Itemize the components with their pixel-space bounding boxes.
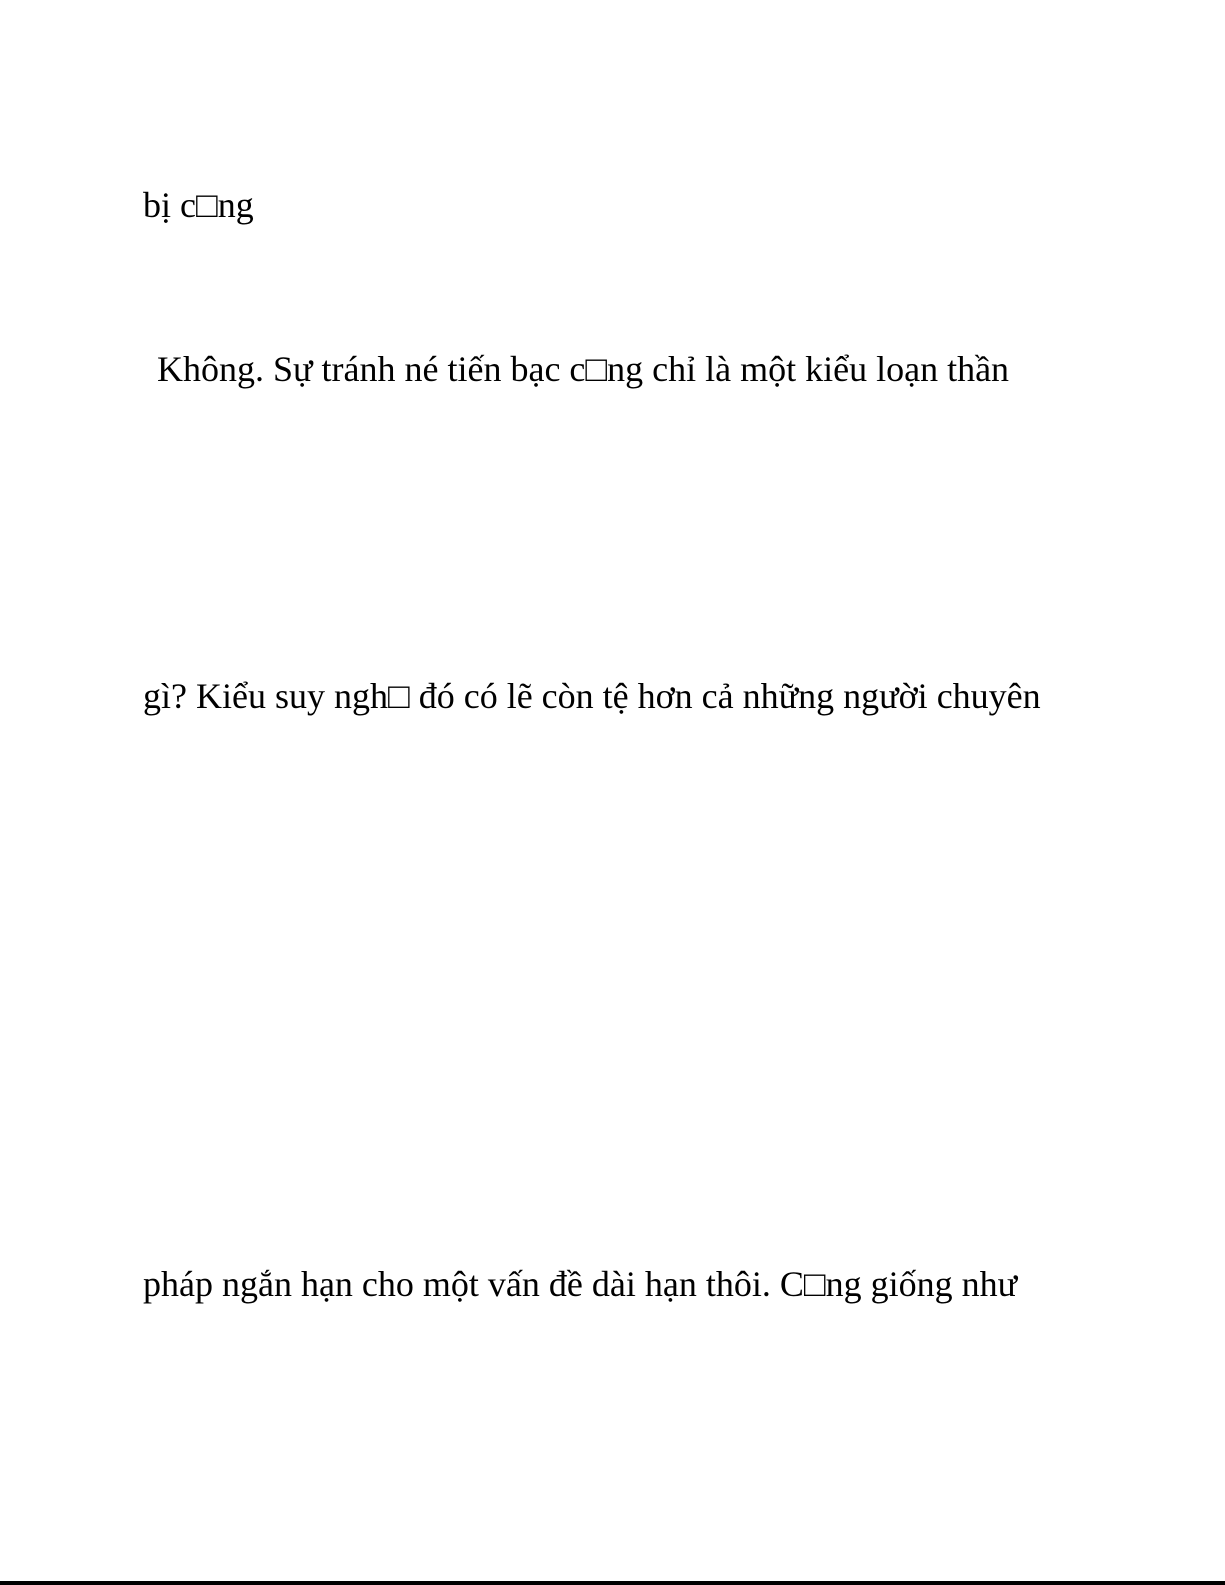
bottom-border [0,1581,1225,1585]
text-line-1: bị c□ng [143,185,254,225]
text-line-2: Không. Sự tránh né tiến bạc c□ng chỉ là một kiểu loạn thần [157,349,1010,389]
text-line-3: gì? Kiểu suy ngh□ đó có lẽ còn tệ hơn cả những người chuyên [143,676,1041,716]
text-line-4: pháp ngắn hạn cho một vấn đề dài hạn thôi. C□ng giống như [143,1264,1018,1304]
